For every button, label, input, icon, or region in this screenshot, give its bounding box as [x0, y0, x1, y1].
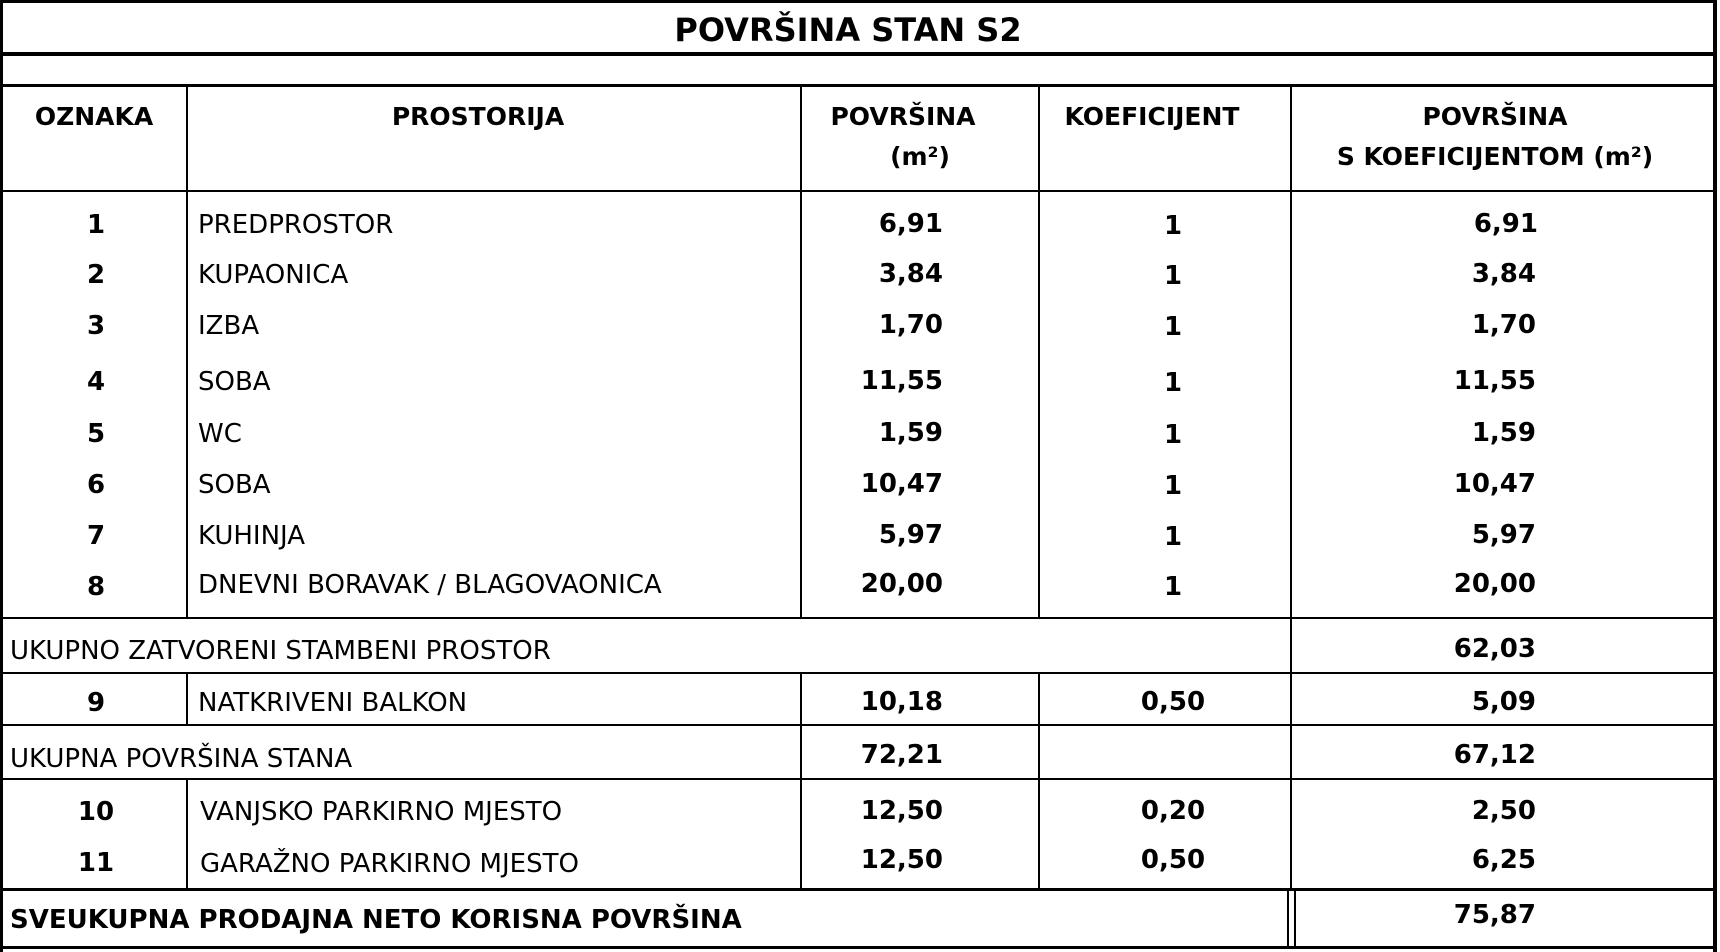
room-povrsina: 20,00	[860, 569, 943, 599]
room-povrsina-koef: 6,91	[1473, 209, 1538, 239]
room-povrsina: 1,70	[878, 310, 943, 340]
room-povrsina-koef: 6,25	[1471, 845, 1536, 875]
room-povrsina-koef: 10,47	[1453, 469, 1536, 499]
room-oznaka: 9	[86, 688, 106, 718]
header-koeficijent: KOEFICIJENT	[1064, 102, 1240, 131]
room-oznaka: 10	[77, 797, 115, 827]
header-povrsina-unit: (m²)	[890, 142, 950, 171]
header-oznaka: OZNAKA	[34, 102, 154, 131]
room-koeficijent: 1	[1163, 261, 1183, 291]
room-oznaka: 11	[77, 848, 115, 878]
room-koeficijent: 1	[1163, 522, 1183, 552]
subtotal-closed-value: 62,03	[1453, 634, 1536, 664]
room-povrsina-koef: 1,70	[1471, 310, 1536, 340]
room-oznaka: 8	[86, 572, 106, 602]
header-prostorija: PROSTORIJA	[391, 102, 565, 131]
room-povrsina: 11,55	[860, 366, 943, 396]
room-povrsina: 12,50	[860, 845, 943, 875]
room-oznaka: 3	[86, 311, 106, 341]
room-koeficijent: 1	[1163, 420, 1183, 450]
room-name: KUHINJA	[198, 521, 306, 551]
room-name: VANJSKO PARKIRNO MJESTO	[200, 797, 563, 827]
room-koeficijent: 0,20	[1140, 796, 1206, 826]
room-oznaka: 2	[86, 260, 106, 290]
room-povrsina: 12,50	[860, 796, 943, 826]
room-povrsina: 3,84	[878, 259, 943, 289]
grand-total-value: 75,87	[1453, 900, 1536, 930]
room-koeficijent: 1	[1163, 368, 1183, 398]
room-povrsina-koef: 1,59	[1471, 418, 1536, 448]
room-koeficijent: 1	[1163, 211, 1183, 241]
room-povrsina-koef: 3,84	[1471, 259, 1536, 289]
room-koeficijent: 0,50	[1140, 687, 1206, 717]
room-povrsina: 5,97	[878, 520, 943, 550]
room-name: PREDPROSTOR	[198, 210, 394, 240]
header-povrsina: POVRŠINA	[830, 102, 976, 131]
room-koeficijent: 0,50	[1140, 845, 1206, 875]
room-name: DNEVNI BORAVAK / BLAGOVAONICA	[198, 570, 662, 600]
room-povrsina-koef: 11,55	[1453, 366, 1536, 396]
room-name: SOBA	[198, 367, 271, 397]
total-apartment-povrsina: 72,21	[860, 740, 943, 770]
room-name: SOBA	[198, 470, 271, 500]
header-povrsina-koef: POVRŠINA	[1422, 102, 1568, 131]
room-povrsina: 1,59	[878, 418, 943, 448]
header-povrsina-koef-unit: S KOEFICIJENTOM (m²)	[1336, 142, 1654, 171]
room-name: GARAŽNO PARKIRNO MJESTO	[200, 849, 579, 879]
room-koeficijent: 1	[1163, 572, 1183, 602]
room-name: NATKRIVENI BALKON	[198, 688, 468, 718]
room-name: IZBA	[198, 311, 260, 341]
total-apartment-povrsina-koef: 67,12	[1453, 740, 1536, 770]
room-name: KUPAONICA	[198, 260, 349, 290]
room-koeficijent: 1	[1163, 471, 1183, 501]
room-oznaka: 7	[86, 521, 106, 551]
total-apartment-label: UKUPNA POVRŠINA STANA	[10, 744, 353, 774]
page-title: POVRŠINA STAN S2	[674, 11, 1022, 49]
room-name: WC	[198, 419, 242, 449]
room-koeficijent: 1	[1163, 312, 1183, 342]
room-povrsina: 6,91	[878, 209, 943, 239]
subtotal-closed-label: UKUPNO ZATVORENI STAMBENI PROSTOR	[10, 636, 551, 666]
room-povrsina: 10,18	[860, 687, 943, 717]
grand-total-label: SVEUKUPNA PRODAJNA NETO KORISNA POVRŠINA	[10, 905, 742, 935]
room-oznaka: 6	[86, 470, 106, 500]
room-povrsina-koef: 5,97	[1471, 520, 1536, 550]
room-oznaka: 4	[86, 367, 106, 397]
room-povrsina-koef: 20,00	[1453, 569, 1536, 599]
room-oznaka: 1	[86, 210, 106, 240]
room-povrsina-koef: 5,09	[1471, 687, 1536, 717]
room-povrsina: 10,47	[860, 469, 943, 499]
room-oznaka: 5	[86, 419, 106, 449]
room-povrsina-koef: 2,50	[1471, 796, 1536, 826]
